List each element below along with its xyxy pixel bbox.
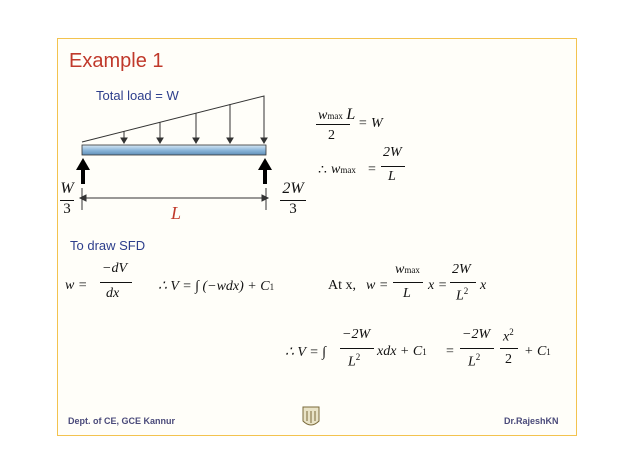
total-load-label: Total load = W — [96, 88, 179, 103]
beam — [82, 145, 266, 155]
eq4-sub: 1 — [269, 282, 275, 292]
eq2-therefore: ∴ — [318, 163, 327, 178]
eq6-tail-sub: 1 — [546, 347, 551, 357]
eq1-w: w — [318, 108, 328, 123]
eq2-num: 2W — [383, 145, 402, 160]
eq1-L: L — [346, 106, 356, 123]
equation-v-integral — [158, 278, 274, 295]
eq5-f1-num: w — [395, 262, 405, 277]
eq6-f1-num: −2W — [342, 327, 371, 342]
eq6-f3-den: 2 — [505, 352, 512, 367]
left-reaction-num: W — [60, 180, 74, 197]
college-emblem-icon — [303, 407, 319, 425]
eq3-lhs: w = — [65, 278, 88, 293]
slide-title: Example 1 — [69, 50, 164, 72]
eq5-lhs: w = — [366, 278, 389, 293]
load-arrows — [121, 96, 267, 143]
eq5-f2-den: L — [456, 288, 464, 304]
eq2-den: L — [388, 169, 396, 184]
eq1-den: 2 — [328, 128, 335, 143]
span-label: L — [171, 203, 182, 223]
eq2-w: w — [331, 162, 341, 177]
right-reaction — [278, 180, 308, 218]
eq5-f1-sub: max — [404, 265, 420, 275]
eq3-den: dx — [106, 286, 120, 301]
right-reaction-den: 3 — [289, 201, 297, 217]
footer-author: Dr.RajeshKN — [504, 416, 559, 426]
eq6-f3-num-sup: 2 — [509, 327, 514, 337]
eq1-sub: max — [327, 111, 343, 121]
eq6-lhs: ∴ V = ∫ — [285, 345, 326, 360]
right-reaction-num: 2W — [282, 180, 304, 197]
eq6-f3-num: x — [503, 329, 510, 345]
left-reaction-arrow — [76, 158, 90, 184]
eq6-f1-den: L — [348, 354, 356, 370]
eq6-f2-den-sup: 2 — [475, 352, 481, 362]
eq4-text: ∴ V = ∫ (−wdx) + C — [158, 279, 270, 294]
eq5-f2-den-sup: 2 — [463, 286, 469, 296]
eq1-rhs: = W — [358, 116, 383, 131]
eq6-f2-num: −2W — [462, 327, 491, 342]
eq6-f2-den: L — [468, 354, 476, 370]
eq5-x1: x = — [428, 278, 448, 293]
eq5-f1-den: L — [403, 286, 411, 301]
footer-department: Dept. of CE, GCE Kannur — [68, 416, 176, 426]
right-reaction-arrow — [258, 158, 272, 184]
left-reaction — [58, 180, 76, 218]
to-draw-sfd-label: To draw SFD — [70, 238, 146, 253]
eq6-mid: xdx + C — [377, 344, 423, 359]
eq5-f2-num: 2W — [452, 262, 471, 277]
load-profile — [82, 96, 264, 142]
eq5-at: At x, — [328, 278, 356, 293]
eq6-mid-sub: 1 — [422, 347, 427, 357]
eq2-sub: max — [340, 165, 356, 175]
eq2-eq: = — [368, 162, 376, 177]
eq6-f1-den-sup: 2 — [355, 352, 361, 362]
eq5-x2: x — [480, 278, 487, 293]
eq6-eq: = — [446, 344, 454, 359]
eq6-tail: + C — [524, 344, 547, 359]
eq3-num: −dV — [102, 261, 127, 276]
left-reaction-den: 3 — [63, 201, 71, 217]
